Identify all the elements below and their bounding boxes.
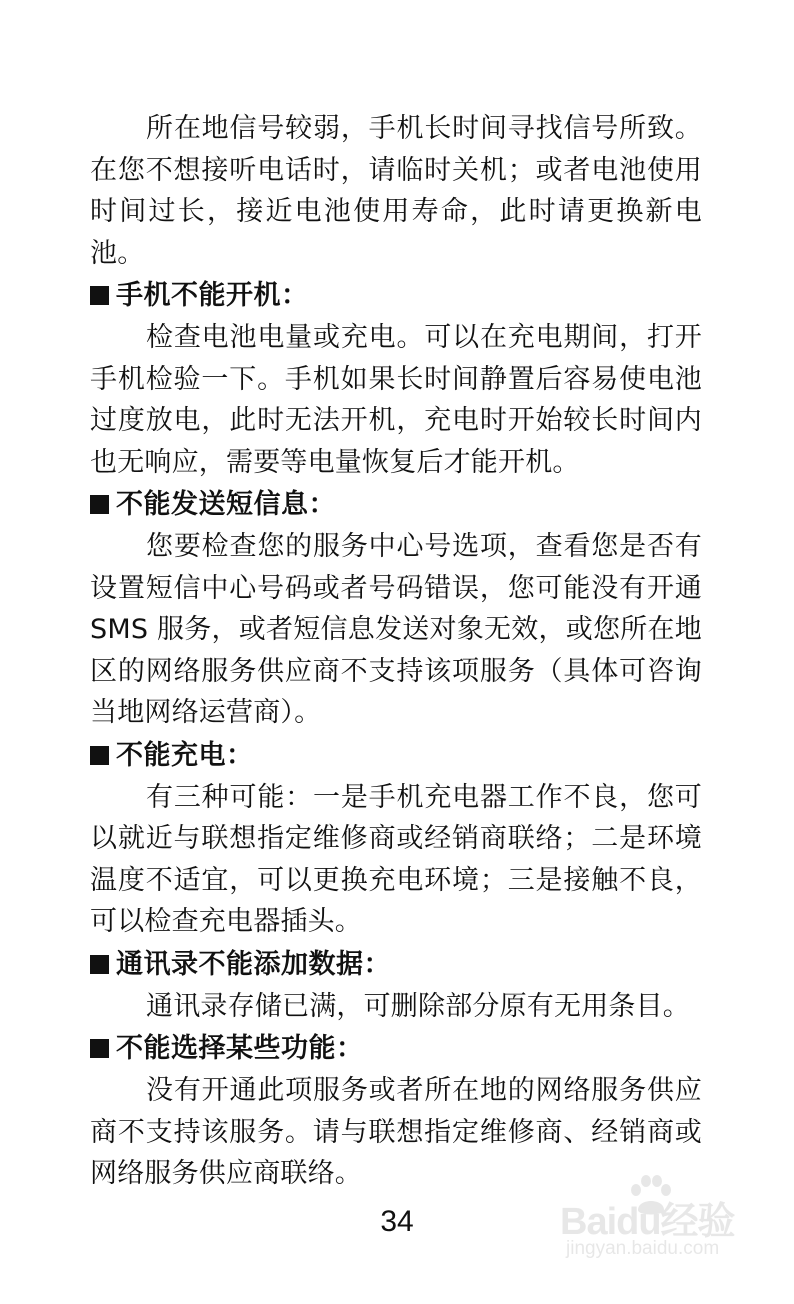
heading-cannot-charge [90, 734, 702, 777]
heading-contacts-full [90, 943, 702, 986]
watermark-url: jingyan.baidu.com [566, 1238, 720, 1259]
paragraph-functions: 没有开通此项服务或者所在地的网络服务供应商不支持该服务。请与联想指定维修商、经销商或网络服务供应商联络。 [90, 1075, 702, 1189]
paragraph-contacts: 通讯录存储已满，可删除部分原有无用条目。 [146, 990, 690, 1022]
square-bullet-icon [90, 286, 109, 305]
paragraph-sms: 您要检查您的服务中心号选项，查看您是否有设置短信中心号码或者号码错误，您可能没有开通SMS 服务，或者短信息发送对象无效，或您所在地区的网络服务供应商不支持该项服务（具体可咨询当地网络运营商）。 [90, 531, 702, 728]
square-bullet-icon [90, 955, 109, 974]
page-number: 34 [380, 1205, 414, 1238]
heading-text: 通讯录不能添加数据： [116, 948, 391, 980]
watermark-logo: Baidu经验 [560, 1201, 735, 1243]
square-bullet-icon [90, 1039, 109, 1058]
document-body [90, 108, 702, 1195]
heading-cannot-select-functions [90, 1027, 702, 1070]
heading-text: 手机不能开机： [116, 280, 309, 311]
heading-text: 不能发送短信息： [116, 489, 336, 520]
paragraph-signal: 所在地信号较弱，手机长时间寻找信号所致。在您不想接听电话时，请临时关机；或者电池使用时间过长，接近电池使用寿命，此时请更换新电池。 [90, 113, 702, 269]
heading-cannot-send-sms [90, 483, 702, 526]
paragraph-charge: 有三种可能：一是手机充电器工作不良，您可以就近与联想指定维修商或经销商联络；二是环境温度不适宜，可以更换充电环境；三是接触不良，可以检查充电器插头。 [90, 781, 702, 937]
paragraph-power-on: 检查电池电量或充电。可以在充电期间，打开手机检验一下。手机如果长时间静置后容易使电池过度放电，此时无法开机，充电时开始较长时间内也无响应，需要等电量恢复后才能开机。 [90, 322, 702, 478]
heading-cannot-power-on [90, 274, 702, 317]
heading-text: 不能选择某些功能： [116, 1033, 364, 1064]
square-bullet-icon [90, 746, 109, 765]
heading-text: 不能充电： [116, 739, 254, 771]
baidu-watermark [560, 1180, 760, 1280]
square-bullet-icon [90, 495, 109, 514]
